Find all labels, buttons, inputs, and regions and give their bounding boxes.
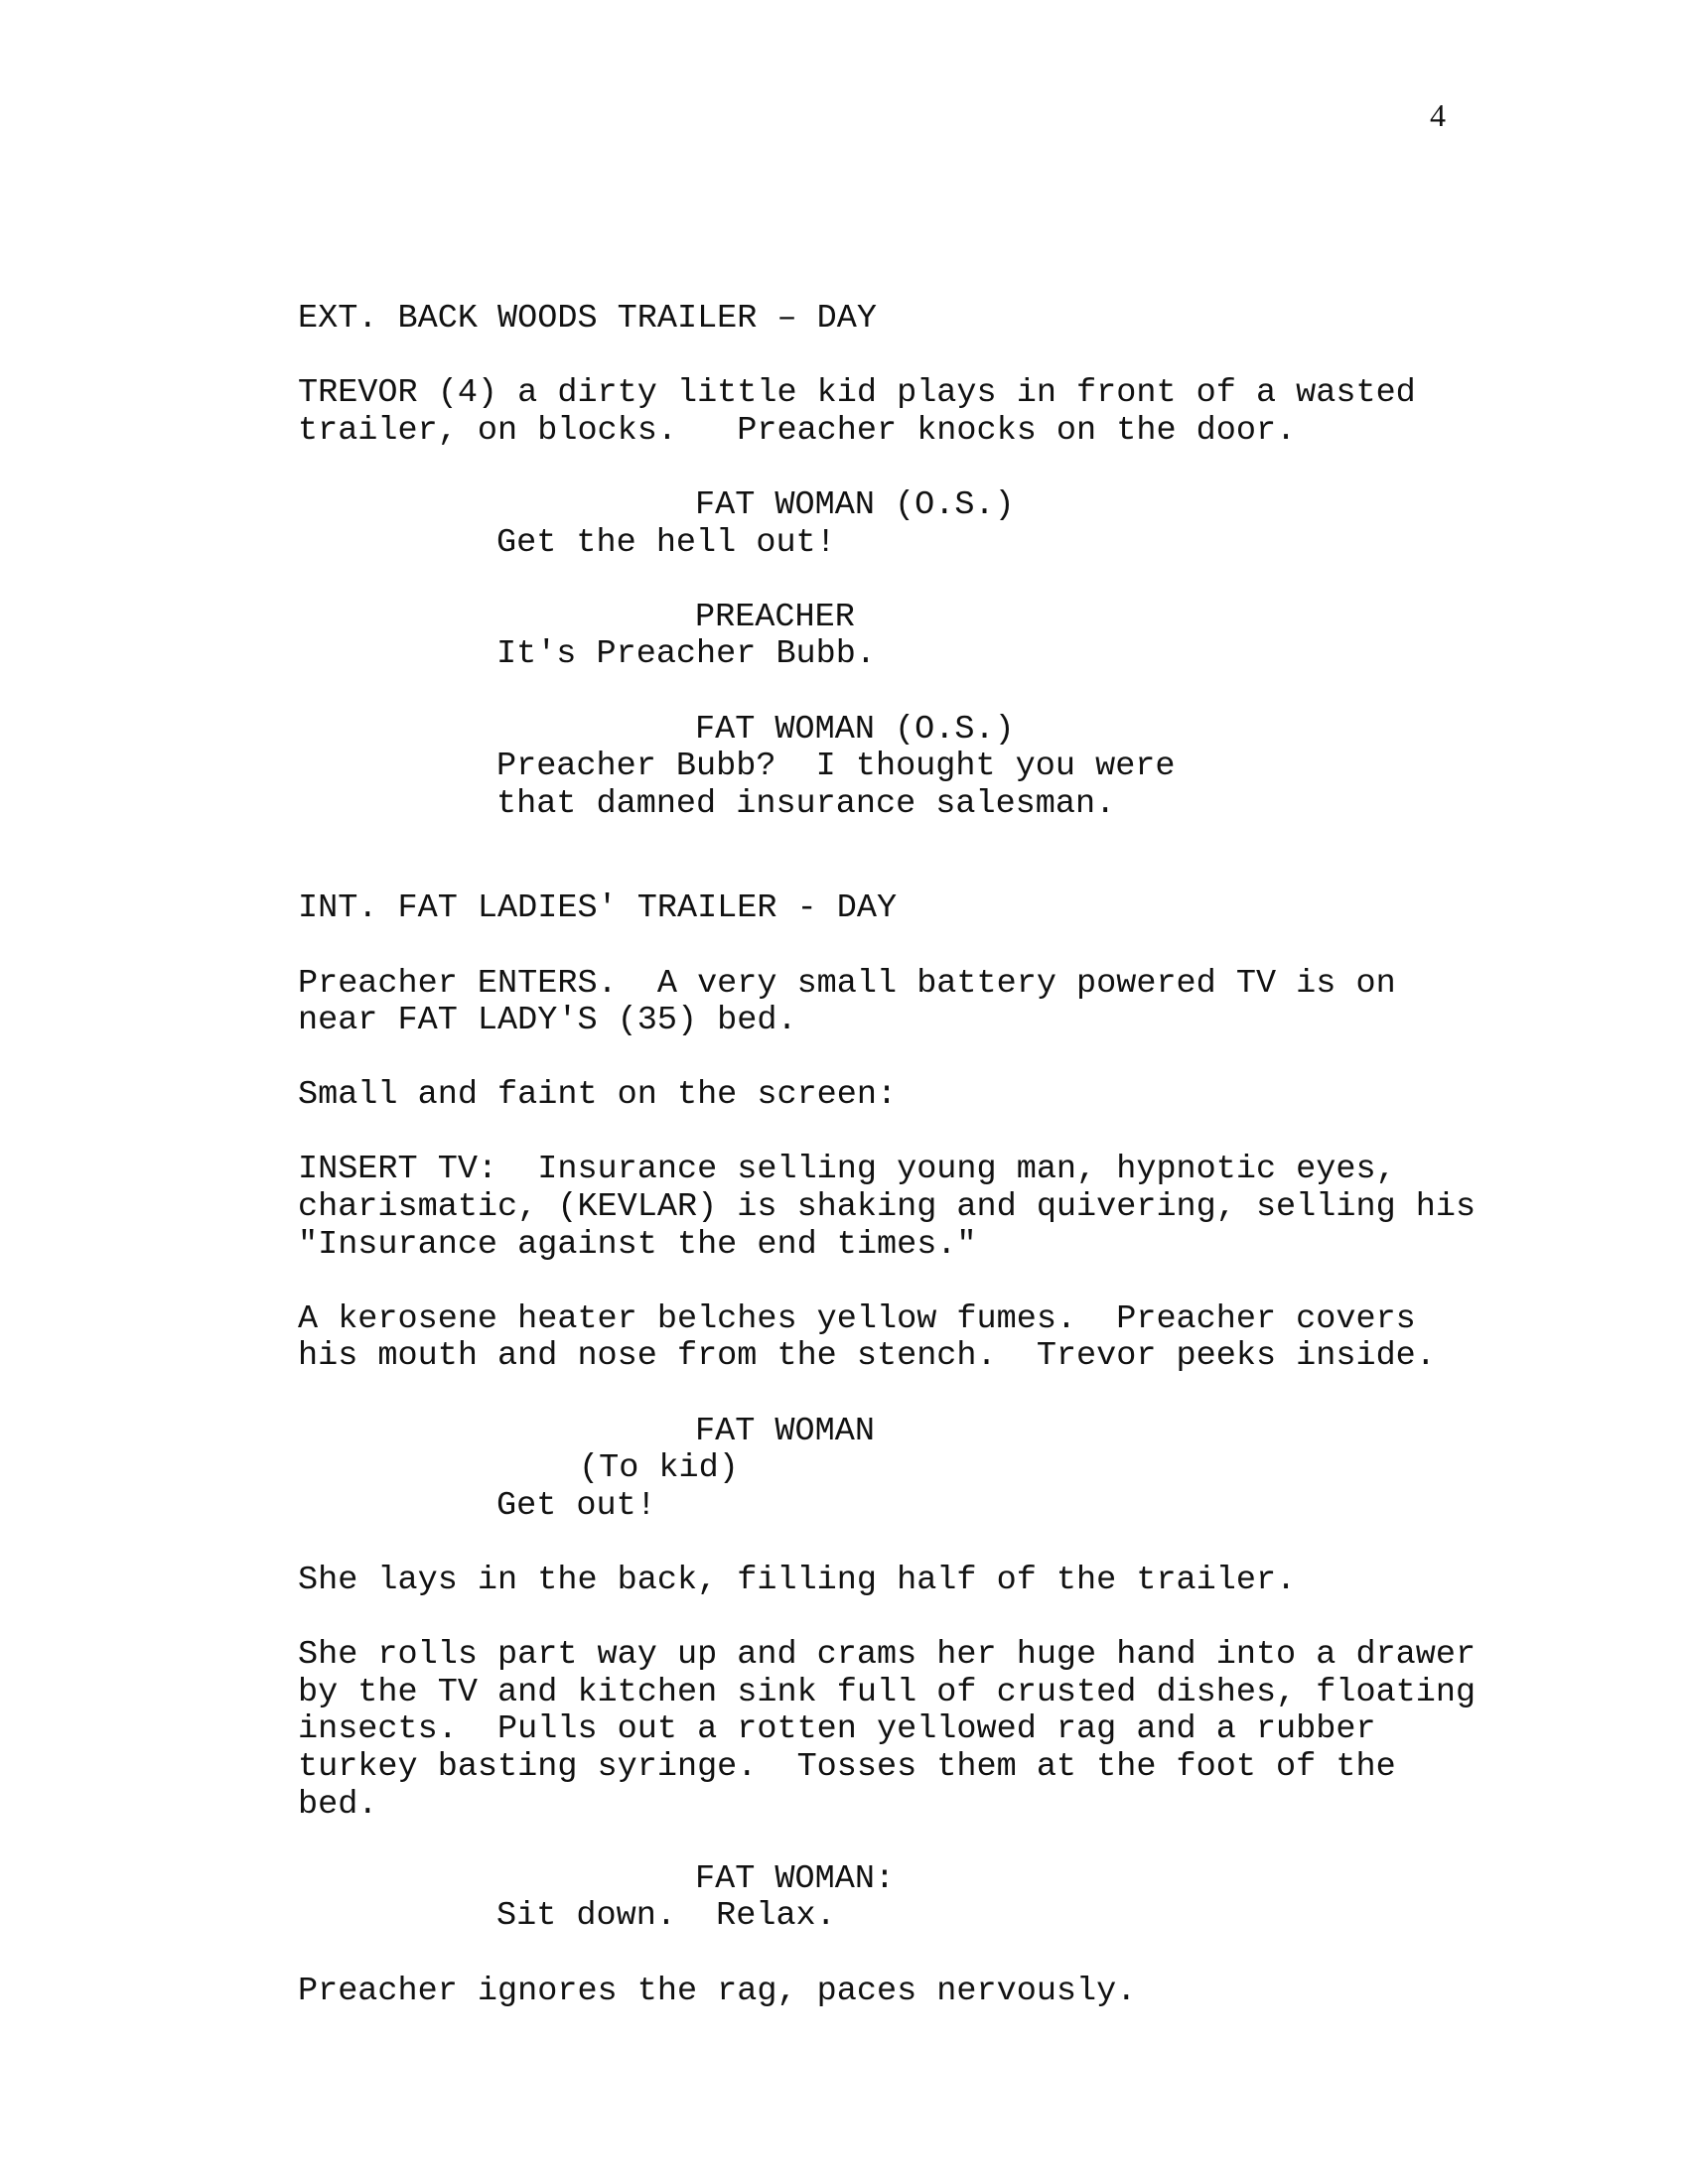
dialogue-line: Sit down. Relax.: [496, 1897, 836, 1936]
dialogue-line: Get the hell out!: [496, 523, 836, 562]
action-line: Preacher ignores the rag, paces nervously.: [298, 1972, 1137, 2010]
dialogue-line: It's Preacher Bubb.: [496, 635, 876, 674]
action-line: TREVOR (4) a dirty little kid plays in front of a wasted trailer, on blocks. Preacher knocks on the door.: [298, 374, 1416, 450]
dialogue-line: Get out!: [496, 1486, 656, 1525]
dialogue-line: Preacher Bubb? I thought you were that damned insurance salesman.: [496, 748, 1176, 823]
action-line: Preacher ENTERS. A very small battery powered TV is on near FAT LADY'S (35) bed.: [298, 964, 1396, 1040]
action-line: Small and faint on the screen:: [298, 1076, 898, 1115]
character-name: FAT WOMAN (O.S.): [695, 710, 1015, 749]
action-line: INSERT TV: Insurance selling young man, hypnotic eyes, charismatic, (KEVLAR) is shaking and quivering, selling his "Insurance against the end times.": [298, 1151, 1477, 1264]
character-name: FAT WOMAN:: [695, 1859, 896, 1898]
action-line: A kerosene heater belches yellow fumes. Preacher covers his mouth and nose from the stench. Trevor peeks inside.: [298, 1299, 1436, 1376]
action-line: She rolls part way up and crams her huge hand into a drawer by the TV and kitchen sink full of crusted dishes, floating insects. Pulls out a rotten yellowed rag and a rubber turkey basting syringe. Tosses them at the foot of the bed.: [298, 1636, 1477, 1824]
action-line: She lays in the back, filling half of the trailer.: [298, 1562, 1297, 1599]
page-number: 4: [1430, 97, 1446, 133]
parenthetical: (To kid): [579, 1449, 739, 1488]
scene-heading: EXT. BACK WOODS TRAILER – DAY: [298, 300, 877, 338]
scene-heading: INT. FAT LADIES' TRAILER - DAY: [298, 889, 898, 928]
character-name: FAT WOMAN (O.S.): [695, 485, 1015, 524]
screenplay-body: [298, 301, 1549, 2010]
character-name: FAT WOMAN: [695, 1412, 875, 1450]
character-name: PREACHER: [695, 598, 855, 636]
